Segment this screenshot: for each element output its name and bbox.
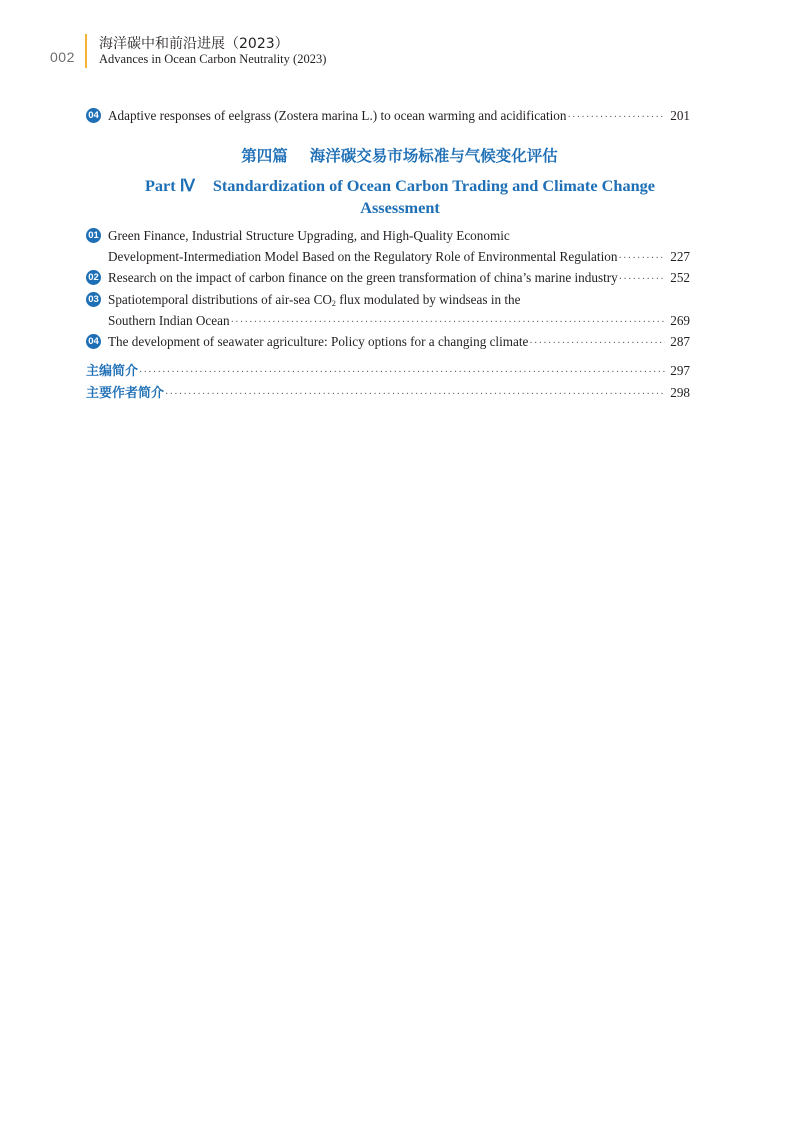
- part-label-en: Part Ⅳ: [144, 176, 195, 195]
- part-heading-cn: [0, 144, 799, 166]
- toc-page-number: 201: [670, 108, 690, 123]
- toc-entry-title-line1: Spatiotemporal distributions of air-sea $CO_2$ flux modulated by windseas in the: [108, 292, 521, 308]
- toc-page-number: 252: [670, 270, 690, 285]
- dot-leader: [567, 107, 665, 128]
- book-title-en: Advances in Ocean Carbon Neutrality (2023): [99, 52, 327, 66]
- book-title-cn: 海洋碳中和前沿进展（2023）: [99, 36, 289, 52]
- dot-leader: [619, 269, 665, 290]
- dot-leader: [231, 312, 665, 333]
- chapter-number-badge: 01: [86, 228, 101, 243]
- header-divider: [85, 34, 87, 68]
- toc-entry-title-line1: Green Finance, Industrial Structure Upgrading, and High-Quality Economic: [108, 228, 510, 243]
- part-title-en-line1: Standardization of Ocean Carbon Trading and Climate Change: [212, 176, 656, 195]
- toc-entry-title-line2: Southern Indian Ocean: [108, 313, 230, 328]
- toc-entry[interactable]: [86, 105, 690, 126]
- toc-appendix-title: 主编简介: [86, 364, 139, 379]
- toc-appendix-title: 主要作者简介: [86, 386, 165, 401]
- toc-entry-title: Research on the impact of carbon finance on the green transformation of china’s marine industry: [108, 270, 618, 285]
- toc-page-number: 269: [670, 313, 690, 328]
- toc-entry-title: The development of seawater agriculture: Policy options for a changing climate: [108, 334, 529, 349]
- dot-leader: [618, 248, 665, 269]
- chapter-number-badge: 04: [86, 108, 101, 123]
- chapter-number-badge: 02: [86, 270, 101, 285]
- part-title-en-line2: Assessment: [360, 198, 440, 217]
- toc-appendix-entry[interactable]: [86, 382, 690, 403]
- toc-page-number: 287: [670, 334, 690, 349]
- dot-leader: [165, 389, 665, 400]
- toc-entry[interactable]: [86, 267, 690, 288]
- part-label-cn: 第四篇: [241, 146, 288, 165]
- page-number: 002: [50, 49, 75, 65]
- chapter-number-badge: 03: [86, 292, 101, 307]
- toc-appendix-entry[interactable]: [86, 360, 690, 381]
- toc-entry-title: Adaptive responses of eelgrass (Zostera marina L.) to ocean warming and acidification: [108, 108, 567, 123]
- toc-entry[interactable]: [86, 331, 690, 352]
- dot-leader: [139, 367, 665, 378]
- chapter-number-badge: 04: [86, 334, 101, 349]
- toc-page-number: 297: [670, 363, 690, 378]
- toc-entry[interactable]: [86, 289, 690, 331]
- toc-entry[interactable]: [86, 225, 690, 267]
- toc-page-number: 227: [670, 249, 690, 264]
- part-heading-en: [100, 175, 700, 219]
- dot-leader: [529, 333, 665, 354]
- toc-entry-title-line2: Development-Intermediation Model Based on the Regulatory Role of Environmental Regulation: [108, 249, 618, 264]
- toc-page-number: 298: [670, 385, 690, 400]
- part-title-cn: 海洋碳交易市场标准与气候变化评估: [309, 146, 558, 165]
